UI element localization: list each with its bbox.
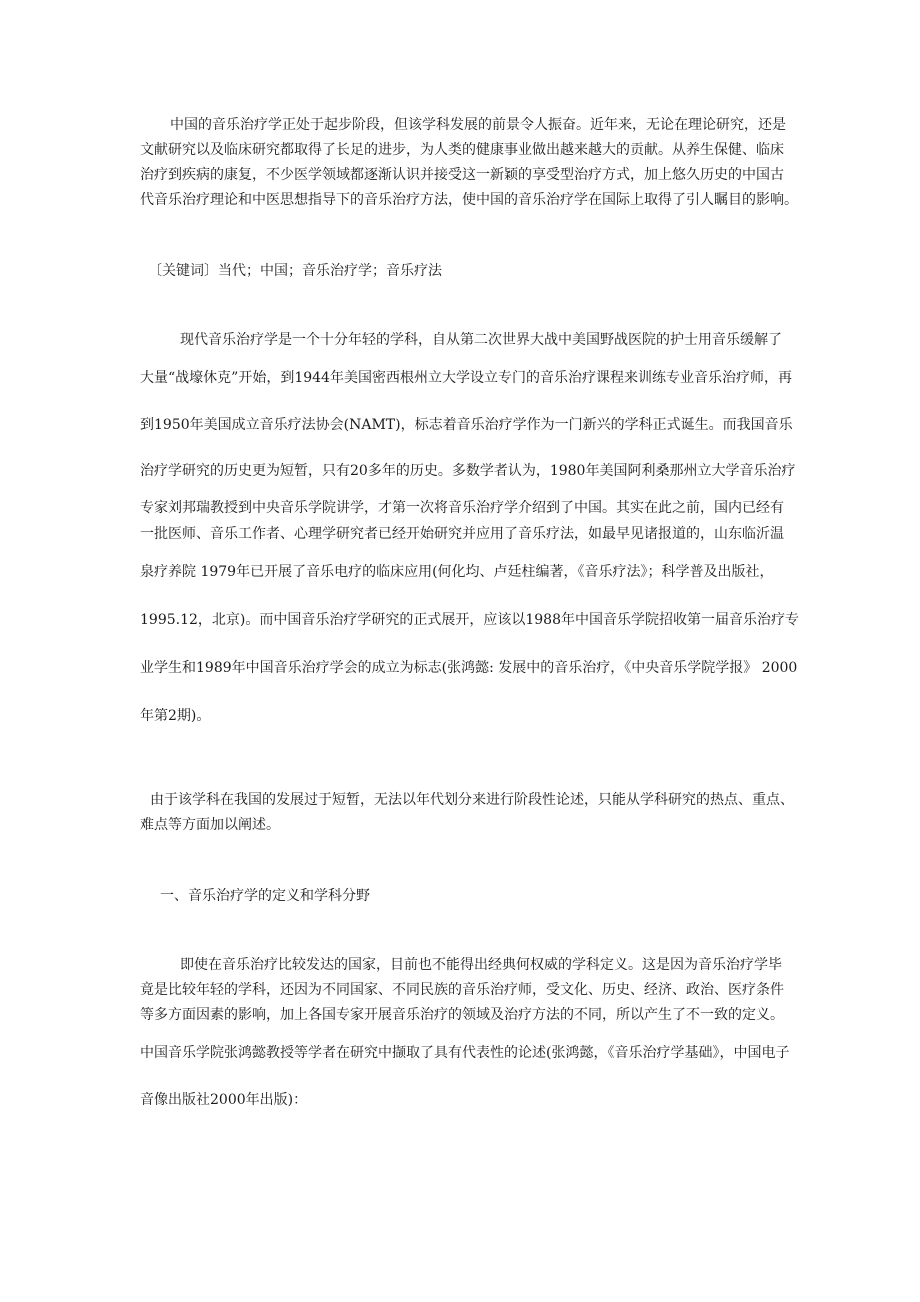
abstract-line: 代音乐治疗理论和中医思想指导下的音乐治疗方法，使中国的音乐治疗学在国际上取得了引人瞩目的影响。 bbox=[140, 192, 798, 208]
section-line: 中国音乐学院张鸿懿教授等学者在研究中撷取了具有代表性的论述(张鸿懿，《音乐治疗学基础》，中国电子 bbox=[140, 1045, 790, 1061]
section-line: 等多方面因素的影响，加上各国专家开展音乐治疗的领域及治疗方法的不同，所以产生了不一致的定义。 bbox=[140, 1007, 784, 1023]
intro-line: 专家刘邦瑞教授到中央音乐学院讲学，才第一次将音乐治疗学介绍到了中国。其实在此之前，国内已经有 bbox=[140, 500, 784, 516]
paragraph-line: 难点等方面加以阐述。 bbox=[140, 817, 280, 833]
intro-line: 年第2期)。 bbox=[140, 708, 211, 724]
abstract-line: 治疗到疾病的康复，不少医学领域都逐渐认识并接受这一新颖的享受型治疗方式，加上悠久历史的中国古 bbox=[140, 167, 784, 183]
intro-line: 大量“战壕休克”开始，到1944年美国密西根州立大学设立专门的音乐治疗课程来训练专业音乐治疗师，再 bbox=[140, 370, 792, 386]
section-line: 音像出版社2000年出版)： bbox=[140, 1092, 308, 1108]
intro-line: 一批医师、音乐工作者、心理学研究者已经开始研究并应用了音乐疗法，如最早见诸报道的，山东临沂温 bbox=[140, 526, 784, 542]
intro-line: 1995.12，北京)。而中国音乐治疗学研究的正式展开，应该以1988年中国音乐学院招收第一届音乐治疗专 bbox=[140, 612, 799, 628]
abstract-line: 文献研究以及临床研究都取得了长足的进步，为人类的健康事业做出越来越大的贡献。从养生保健、临床 bbox=[140, 142, 784, 158]
intro-line: 现代音乐治疗学是一个十分年轻的学科，自从第二次世界大战中美国野战医院的护士用音乐缓解了 bbox=[180, 332, 782, 348]
intro-line: 治疗学研究的历史更为短暂，只有20多年的历史。多数学者认为，1980年美国阿利桑那州立大学音乐治疗 bbox=[140, 463, 796, 479]
section-line: 即使在音乐治疗比较发达的国家，目前也不能得出经典何权威的学科定义。这是因为音乐治疗学毕 bbox=[180, 957, 782, 973]
paragraph-line: 由于该学科在我国的发展过于短暂，无法以年代划分来进行阶段性论述，只能从学科研究的热点、重点、 bbox=[150, 792, 794, 808]
intro-line: 业学生和1989年中国音乐治疗学会的成立为标志(张鸿懿: 发展中的音乐治疗，《中央音乐学院学报》 2000 bbox=[140, 660, 798, 676]
intro-line: 到1950年美国成立音乐疗法协会(NAMT)，标志着音乐治疗学作为一门新兴的学科正式诞生。而我国音乐 bbox=[140, 417, 793, 433]
intro-line: 泉疗养院 1979年已开展了音乐电疗的临床应用(何化均、卢廷柱编著，《音乐疗法》；科学普及出版社， bbox=[140, 564, 774, 580]
section-heading: 一、音乐治疗学的定义和学科分野 bbox=[160, 888, 370, 904]
abstract-line: 中国的音乐治疗学正处于起步阶段，但该学科发展的前景令人振奋。近年来，无论在理论研究，还是 bbox=[170, 117, 786, 133]
keywords-line: 〔关键词〕当代；中国；音乐治疗学；音乐疗法 bbox=[148, 263, 442, 279]
section-line: 竟是比较年轻的学科，还因为不同国家、不同民族的音乐治疗师，受文化、历史、经济、政治、医疗条件 bbox=[140, 982, 784, 998]
